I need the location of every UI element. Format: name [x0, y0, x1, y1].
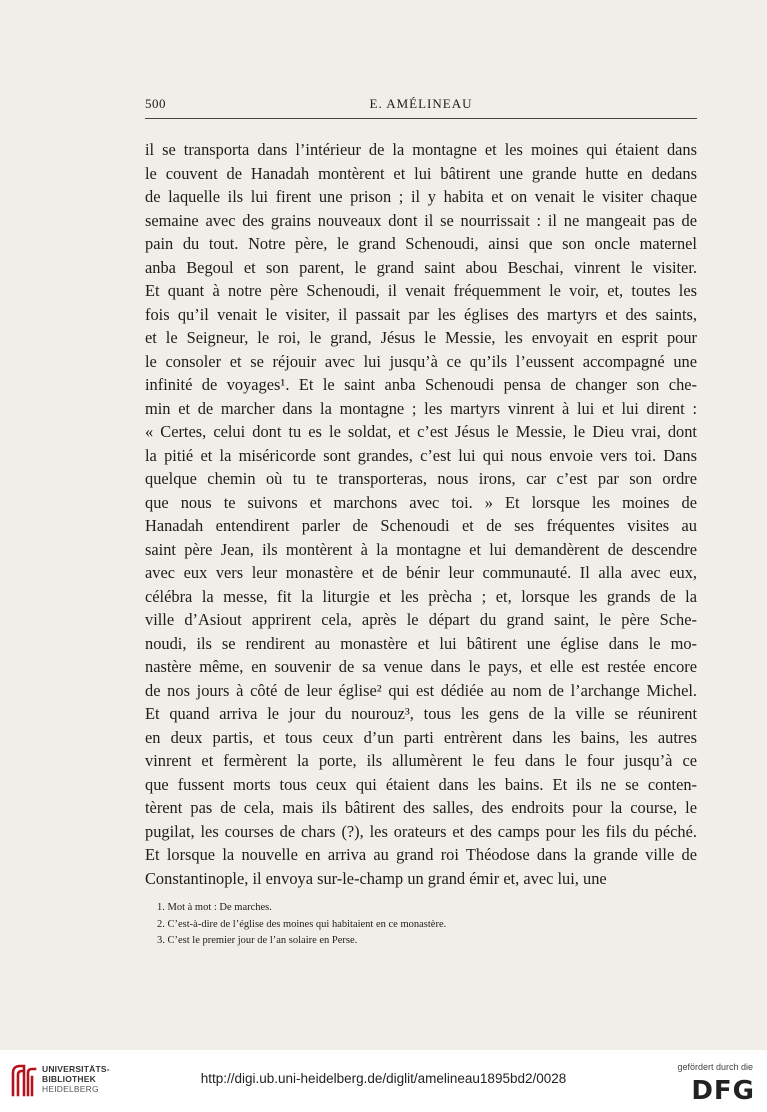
body-line: Et lorsque la nouvelle en arriva au grand roi Théodose dans la grande ville de	[145, 845, 697, 864]
body-line: et le Seigneur, le roi, le grand, Jésus le Messie, les envoyait en esprit pour	[145, 328, 697, 347]
body-line: que nous te suivons et marchons avec toi. » Et lorsque les moines de	[145, 492, 697, 512]
body-line: min et de marcher dans la montagne ; les martyrs vinrent à lui et lui dirent :	[145, 398, 697, 418]
body-line: semaine avec des grains nouveaux dont il se nourrissait : il ne mangeait pas de	[145, 210, 697, 230]
body-line: « Certes, celui dont tu es le soldat, et c’est Jésus le Messie, le Dieu vrai, dont	[145, 422, 697, 441]
library-name-line: UNIVERSITÄTS-	[42, 1064, 110, 1074]
body-line: Constantinople, il envoya sur-le-champ un grand émir et, avec lui, une	[145, 868, 607, 888]
body-line: de laquelle ils lui firent une prison ; il y habita et on venait le visiter chaque	[145, 187, 697, 206]
body-line: tèrent pas de cela, mais ils bâtirent des salles, des endroits pour la course, le	[145, 798, 697, 817]
body-line: quelque chemin où tu te transporteras, nous irons, car c’est par son ordre	[145, 469, 697, 488]
body-line: célébra la messe, fit la liturgie et les prècha ; et, lorsque les grands de la	[145, 586, 697, 606]
body-line: infinité de voyages¹. Et le saint anba Schenoudi pensa de changer son che-	[145, 375, 697, 394]
body-line: Hanadah entendirent parler de Schenoudi et de ses fréquentes visites au	[145, 516, 697, 535]
body-line: avec eux vers leur monastère et de bénir leur communauté. Il alla avec eux,	[145, 563, 697, 582]
library-name-line: HEIDELBERG	[42, 1084, 99, 1094]
body-line: ville d’Asiout apprirent cela, après le départ du grand saint, le père Sche-	[145, 610, 697, 629]
footnote: 2. C’est-à-dire de l’église des moines qui habitaient en ce monastère.	[157, 918, 447, 930]
body-line: pain du tout. Notre père, le grand Schenoudi, ainsi que son oncle maternel	[145, 234, 697, 253]
library-name-line: BIBLIOTHEK	[42, 1074, 96, 1084]
body-line: le consoler et se réjouir avec lui jusqu’à ce qu’ils l’eussent accompagné une	[145, 351, 697, 371]
body-line: nastère même, en souvenir de sa venue dans le pays, et elle est restée encore	[145, 657, 697, 676]
body-line: fois qu’il venait le visiter, il passait par les églises des martyrs et des saints,	[145, 304, 697, 324]
header-rule	[145, 118, 697, 119]
body-line: Et quand arriva le jour du nourouz³, tous les gens de la ville se réunirent	[145, 704, 697, 723]
permalink-url[interactable]: http://digi.ub.uni-heidelberg.de/diglit/amelineau1895bd2/0028	[200, 1071, 567, 1086]
dfg-logo[interactable]: DFG	[691, 1076, 755, 1106]
body-line: pugilat, les courses de chars (?), les orateurs et des camps pour les fils du péché.	[145, 821, 697, 841]
body-line: en deux partis, et tous ceux d’un parti entrèrent dans les bains, les autres	[145, 727, 697, 747]
body-line: il se transporta dans l’intérieur de la montagne et les moines qui étaient dans	[145, 140, 697, 159]
body-line: vinrent et fermèrent la porte, ils allumèrent le feu dans le four jusqu’à ce	[145, 751, 697, 770]
footnote: 1. Mot à mot : De marches.	[157, 902, 272, 913]
footnote: 3. C’est le premier jour de l’an solaire en Perse.	[157, 935, 358, 946]
body-line: noudi, ils se rendirent au monastère et lui bâtirent une église dans le mo-	[145, 633, 697, 653]
body-line: la pitié et la miséricorde sont grandes, c’est lui qui nous envoie vers toi. Dans	[145, 445, 697, 465]
body-text	[145, 138, 697, 890]
body-line: Et quant à notre père Schenoudi, il venait fréquemment le voir, et, toutes les	[145, 281, 697, 300]
body-line: saint père Jean, ils montèrent à la montagne et lui demandèrent de descendre	[145, 539, 697, 559]
page-number: 500	[145, 96, 166, 111]
running-head: E. AMÉLINEAU	[369, 96, 473, 111]
body-line: anba Begoul et son parent, le grand saint abou Beschai, vinrent le visiter.	[145, 257, 697, 277]
viewer-footer	[0, 1050, 767, 1112]
body-line: le couvent de Hanadah montèrent et lui bâtirent une grande hutte en dedans	[145, 163, 697, 183]
funding-label: gefördert durch die	[677, 1062, 753, 1072]
footnotes	[145, 900, 697, 950]
body-line: de nos jours à côté de leur église² qui est dédiée au nom de l’archange Michel.	[145, 680, 697, 700]
body-line: que fussent morts tous ceux qui étaient dans les bains. Et ils ne se conten-	[145, 774, 697, 794]
